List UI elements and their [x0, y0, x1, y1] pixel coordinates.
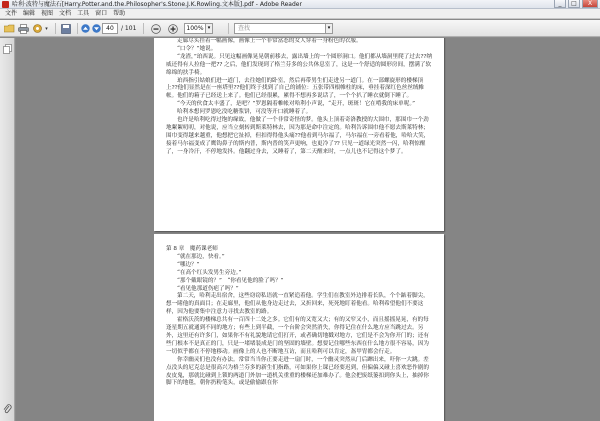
menu-document[interactable]: 文档: [59, 9, 72, 17]
document-view[interactable]: [16, 38, 600, 421]
paragraph: “在高个红头发男生旁边。”: [177, 269, 242, 276]
search-input[interactable]: 查找: [234, 23, 326, 34]
email-icon[interactable]: [31, 23, 43, 34]
paragraph: 哈利本想问罗恩吃没吃糖浆饼，可没等开口就睡着了。: [177, 109, 312, 116]
toolbar: [0, 20, 600, 37]
paragraph: “龙渣，”珀西说。只见这幅画像晃晃朝前移去，露出墙上的一个圆形洞口。他们都从墙洞里爬了过去??纳威还得有人拉他一把?? 之后，他们发现到了格兰芬多的公共休息室了，这是一个舒适的圆形房间，摆满了软绵绵的扶手椅。: [166, 53, 433, 76]
paragraph: 珀西指引姑娘们进一道门，去往她们的卧室，然后再带男生们走进另一道门。在一部螺旋形的楼梯顶上??他们显然是在一座塔里??他们终于找到了自己的铺位：五张带四根帷柱的床，垂挂着深红色丝丝绒帷帐。他们的箱子已经送上来了。他们已经很累，累得不想再多说话了，一个个扒了睡衣就倒下睡了。: [166, 77, 425, 100]
menu-edit[interactable]: 编辑: [23, 9, 36, 17]
toolbar-separator: [55, 23, 56, 34]
menu-bar: [0, 9, 600, 19]
paragraph: “就在那边，快看。”: [177, 253, 225, 260]
toolbar-separator: [228, 23, 229, 34]
page-number-input[interactable]: 40: [102, 23, 118, 34]
page-text: [166, 246, 434, 388]
paragraph: 第二天，哈利走出宿舍，这些窃窃私语就一直紧追着他。学生们在教室外边排着长队，个个踮着脚尖，想一睹他的真面目；在走廊里，他们从他身边走过去，又折回来，死死地盯着他看。哈利希望他们不要这样，因为他要集中注意力寻找去教室的路。: [166, 293, 429, 316]
paragraph: “那个戴眼镜的？” “你看见他的脸了吗？”: [177, 277, 284, 284]
menu-view[interactable]: 视图: [41, 9, 54, 17]
paragraph: “今天的伙食太丰盛了，是吧？”罗恩隔着帷帐对哈利小声说，“走开，斑斑！它在啃我的床单呢。”: [177, 101, 415, 108]
page-text: [166, 38, 434, 157]
save-icon[interactable]: [60, 23, 72, 34]
paragraph: 走廊尽头挂着一幅画像，画像上一个非常富态的女人穿着一身粉色的衣服。: [177, 38, 362, 44]
paragraph: 你幸幽灵们也没有办法。常常当当你正要走进一扇门时，一个幽灵突然从门后蹿出来，吓你一大跳。差点没头的尼克总是很高兴为格兰芬多的新生们指路，可如果你上课已经要迟到，但偏偏又碰上喜欢恶作剧的皮皮鬼，那就比碰到上锁的两道门外加一道机关重重的楼梯还加难办了。他会把废纸篓扣到你头上，抽掉你脚下的地毯，朝你扔粉笔头，或是偷偷跟在你: [166, 356, 429, 387]
print-icon[interactable]: [17, 23, 29, 34]
pdf-page: [154, 234, 444, 421]
close-button[interactable]: X: [582, 0, 598, 8]
zoom-input[interactable]: 100%: [184, 23, 206, 34]
zoom-out-icon[interactable]: [150, 23, 162, 34]
navigation-pane: [0, 38, 15, 421]
paragraph: 霍格沃茨的楼梯总共有一百四十二处之多。它们有的又宽又大；有的又窄又小，而且摇摇晃晃，有的每逢星期五就通到不同的地方；有些上到半截，一个台阶会突然消失，你得记住在什么地方应当跳过去。另外，这里还有许多门，如果你不有礼貌地请它们打开，或者确切地戳对地方，它们是不会为你开门的；还有些门根本不是真正的门，只是一堵堵装成是门的坚固的墙壁。想要记住哪些东西在什么地方很不容易，因为一切似乎都在不停地移动。画像上的人也不断地互访，而且哈利可以肯定，盔甲胄都会行走。: [166, 317, 429, 355]
window-controls: [554, 0, 598, 9]
attachments-icon[interactable]: [3, 404, 12, 413]
zoom-dropdown-icon[interactable]: ▾: [206, 23, 213, 34]
window-title: 哈利·波特与魔法石[Harry.Potter.and.the.Philosopher's.Stone.J.K.Rowling.文本版].pdf - Adobe Reader: [12, 1, 302, 8]
page-total: / 101: [121, 25, 137, 32]
toolbar-separator: [77, 23, 78, 34]
menu-window[interactable]: 窗口: [95, 9, 108, 17]
zoom-in-icon[interactable]: [167, 23, 179, 34]
menu-file[interactable]: 文件: [5, 9, 18, 17]
menu-help[interactable]: 帮助: [113, 9, 126, 17]
open-folder-icon[interactable]: [3, 23, 15, 34]
maximize-button[interactable]: □: [568, 0, 580, 8]
chapter-title: 第 8 章 魔药课老师: [166, 246, 218, 252]
search-dropdown-icon[interactable]: ▾: [326, 23, 333, 34]
paragraph: 也许是哈利吃得过饱的缘故，他做了一个非常奇怪的梦。他头上顶着奇洛教授的大围巾，那围巾一个劲地絮絮叨叨，对他说，应当立刻转到斯莱特林去，因为那是命中注定的。哈利告诉围巾他不愿去斯莱特林；围巾变得越来越重，他想把它扯掉，但扣得得他头痛??他看到马尔福了，马尔福在一旁看着他，哈哈大笑，接着马尔福变成了鹰钩鼻子的斯内普，斯内普的笑声更响，也更冷了?? 只见一道绿光突然一闪，哈利惊醒了，一身冷汗，不停地发抖。他翻过身去，又睡着了，第二天醒来时，一点儿也不记得这个梦了。: [166, 117, 430, 155]
paragraph: “口令？”她说。: [177, 45, 217, 52]
paragraph: “看见他那道伤疤了吗？”: [177, 285, 239, 292]
adobe-reader-icon: [2, 1, 9, 8]
minimize-button[interactable]: _: [554, 0, 566, 8]
paragraph: “哪边？”: [177, 261, 200, 268]
email-dropdown-icon[interactable]: ▾: [45, 25, 48, 32]
prev-page-icon[interactable]: [80, 23, 90, 34]
pdf-page: [154, 38, 444, 231]
toolbar-separator: [143, 23, 144, 34]
pages-icon[interactable]: [3, 44, 12, 53]
menu-tools[interactable]: 工具: [77, 9, 90, 17]
next-page-icon[interactable]: [91, 23, 101, 34]
